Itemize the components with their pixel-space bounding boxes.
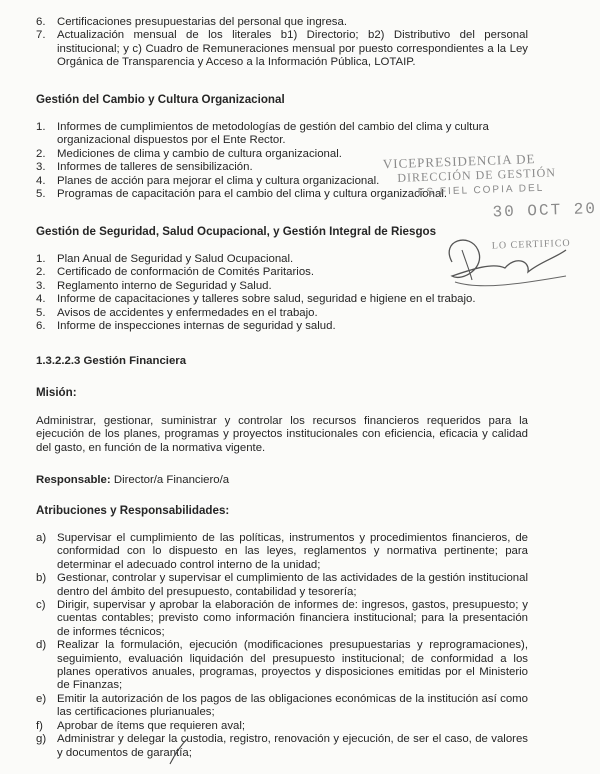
list-item-text: Programas de capacitación para el cambio del clima y cultura organizacional.	[57, 188, 448, 201]
list-item-number: g)	[36, 733, 47, 746]
list-item-text: Certificado de conformación de Comités Paritarios.	[57, 266, 315, 279]
list-item-text: Avisos de accidentes y enfermedades en el trabajo.	[57, 306, 318, 319]
list-item-number: 1.	[36, 253, 46, 265]
list-item-text: Gestionar, controlar y supervisar el cumplimiento de las actividades de la gestión institucional dentro del ámbito del presupuesto, contabilidad y tesorería;	[57, 572, 528, 598]
list-item-number: b)	[36, 572, 47, 585]
list-item-text: Aprobar de ítems que requieren aval;	[57, 719, 246, 732]
list-item-text: Certificaciones presupuestarias del personal que ingresa.	[57, 16, 347, 28]
list-item-text: Supervisar el cumplimiento de las políticas, instrumentos y procedimientos financieros, de conformidad con lo dispuesto en las leyes, reglamentos y normativa pertinente; para determinar el adecuado control interno de la unidad;	[57, 532, 528, 571]
list-item-text: Informe de inspecciones internas de seguridad y salud.	[57, 320, 336, 333]
stamp-line-3: ES FIEL COPIA DEL	[417, 182, 545, 199]
list-item-number: 3.	[36, 279, 46, 292]
atribuciones-label: Atribuciones y Responsabilidades:	[36, 504, 230, 517]
list-item-text: Dirigir, supervisar y aprobar la elaboración de informes de: ingresos, gastos, presupuesto; y cuentas contables; previsto como información financiera institucional; para la presentación de informes técnicos;	[57, 599, 528, 638]
list-item-number: 3.	[36, 161, 46, 174]
list-item-number: 2.	[36, 266, 46, 279]
responsable-value: Director/a Financiero/a	[113, 474, 230, 486]
list-item-text: Informes de talleres de sensibilización.	[57, 161, 253, 174]
list-item-number: e)	[36, 692, 47, 705]
list-item-number: c)	[36, 599, 46, 612]
mision-label: Misión:	[36, 386, 77, 399]
list-item-text: Planes de acción para mejorar el clima y cultura organizacional.	[57, 174, 380, 187]
list-item-number: 6.	[36, 16, 46, 28]
list-item-number: d)	[36, 639, 47, 652]
stamp-line-2: DIRECCIÓN DE GESTIÓN	[397, 165, 557, 185]
stamp-line-1: VICEPRESIDENCIA DE	[382, 151, 536, 172]
list-item-text: Reglamento interno de Seguridad y Salud.	[57, 279, 272, 292]
section-heading-cambio: Gestión del Cambio y Cultura Organizacional	[36, 93, 285, 106]
list-item-number: f)	[36, 719, 43, 732]
list-item-number: 5.	[36, 306, 46, 319]
list-item-text: Informe de capacitaciones y talleres sobre salud, seguridad e higiene en el trabajo.	[57, 293, 476, 306]
list-item-text: Actualización mensual de los literales b1) Directorio; b2) Distributivo del personal institucional; y c) Cuadro de Remuneraciones mensual por puesto correspondientes a la Ley Orgánica de Transparencia y Acceso a la Información Pública, LOTAIP.	[57, 29, 528, 69]
list-item-number: 6.	[36, 320, 46, 333]
list-item-text: Plan Anual de Seguridad y Salud Ocupacional.	[57, 253, 294, 265]
section-title-financiera: 1.3.2.2.3 Gestión Financiera	[36, 355, 187, 367]
list-item-number: a)	[36, 532, 47, 544]
stamp-line-5: LO CERTIFICO	[491, 237, 571, 252]
mision-text: Administrar, gestionar, suministrar y controlar los recursos financieros requeridos para la ejecución de los planes, programas y proyectos institucionales con eficiencia, eficacia y calidad del gasto, en función de la normativa vigente.	[36, 415, 528, 454]
list-item-number: 5.	[36, 188, 46, 201]
list-item-number: 7.	[36, 29, 46, 42]
list-item-number: 4.	[36, 174, 46, 187]
list-item-text: Administrar y delegar la custodia, registro, renovación y ejecución, de ser el caso, de valores y documentos de garantía;	[57, 733, 528, 759]
list-item-text: Realizar la formulación, ejecución (modificaciones presupuestarias y reprogramaciones), seguimiento, evaluación liquidación del presupuesto institucional; de conformidad a los planes operativos anuales, programas, proyectos y disposiciones emitidas por el Ministerio de Finanzas;	[57, 639, 528, 692]
stamp-date: 30 OCT 20	[492, 199, 598, 222]
section-heading-seguridad: Gestión de Seguridad, Salud Ocupacional, y Gestión Integral de Riesgos	[36, 225, 437, 238]
list-item-text: Mediciones de clima y cambio de cultura organizacional.	[57, 147, 342, 160]
list-item-text: Informes de cumplimientos de metodologías de gestión del cambio del clima y cultura organizacional dispuestos por el Ente Rector.	[57, 121, 489, 147]
list-item-text: Emitir la autorización de los pagos de las obligaciones económicas de la institución así como las certificaciones plurianuales;	[57, 692, 528, 719]
list-item-number: 4.	[36, 293, 46, 306]
list-item-number: 2.	[36, 147, 46, 160]
responsable-label: Responsable:	[36, 474, 111, 486]
list-item-number: 1.	[36, 121, 46, 133]
